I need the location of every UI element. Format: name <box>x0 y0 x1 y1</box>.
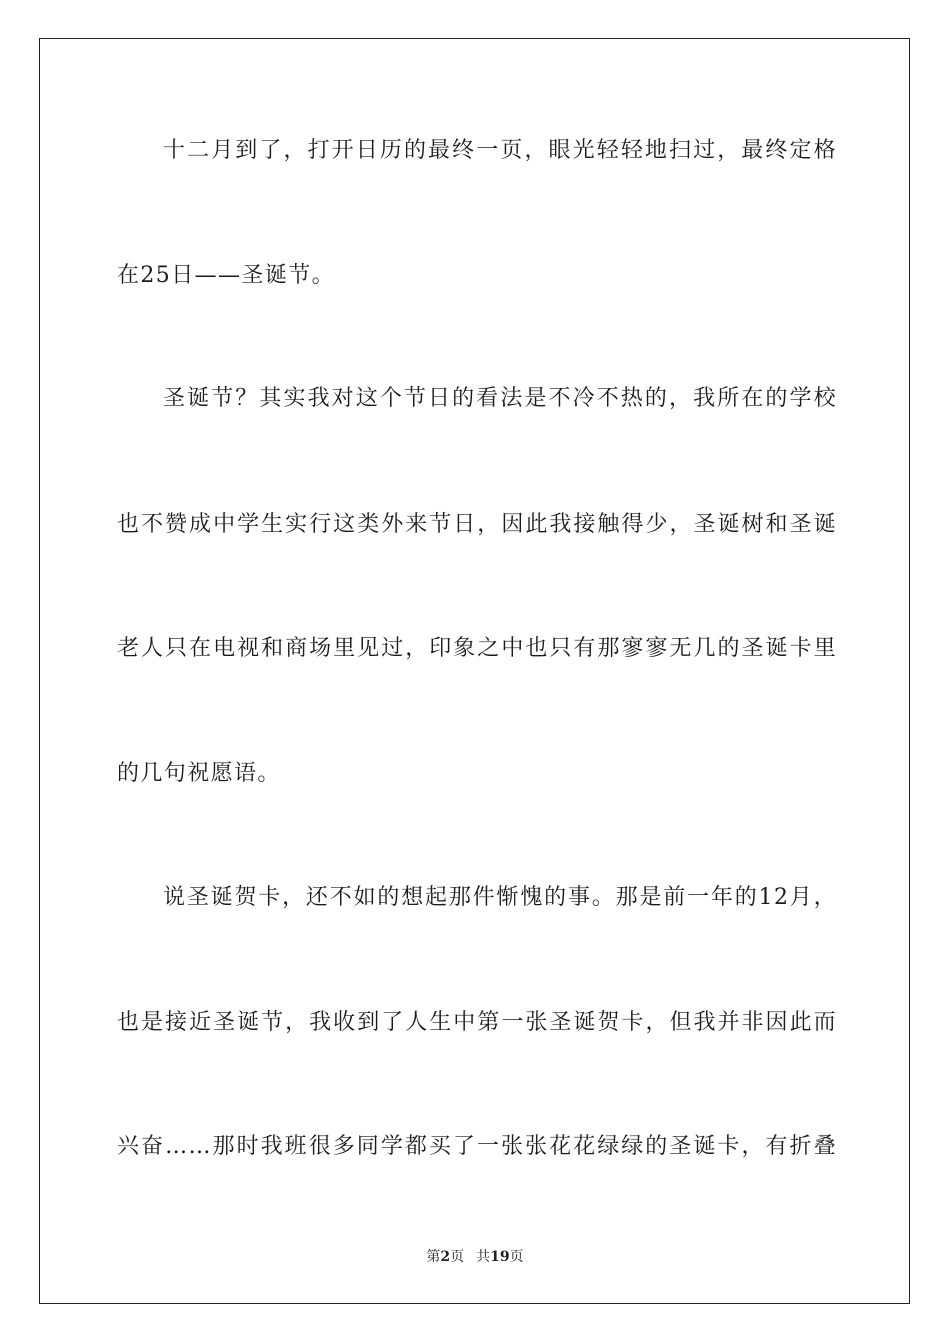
page-frame <box>39 38 910 1304</box>
paragraph-1-line-1: 十二月到了，打开日历的最终一页，眼光轻轻地扫过，最终定格 <box>163 138 837 163</box>
paragraph-2-line-2: 也不赞成中学生实行这类外来节日，因此我接触得少，圣诞树和圣诞 <box>117 512 837 537</box>
page-suffix: 页 <box>450 1249 465 1265</box>
total-suffix: 页 <box>509 1249 524 1265</box>
page-prefix: 第 <box>426 1249 441 1265</box>
paragraph-2-line-1: 圣诞节？其实我对这个节日的看法是不冷不热的，我所在的学校 <box>163 386 837 411</box>
page-footer <box>0 1248 950 1266</box>
page-number: 2 <box>440 1249 451 1265</box>
paragraph-3-line-3: 兴奋……那时我班很多同学都买了一张张花花绿绿的圣诞卡，有折叠 <box>117 1134 837 1159</box>
paragraph-2-line-4: 的几句祝愿语。 <box>117 761 281 786</box>
paragraph-3-line-2: 也是接近圣诞节，我收到了人生中第一张圣诞贺卡，但我并非因此而 <box>117 1010 837 1035</box>
paragraph-2-line-3: 老人只在电视和商场里见过，印象之中也只有那寥寥无几的圣诞卡里 <box>117 636 837 661</box>
total-prefix: 共 <box>476 1249 491 1265</box>
paragraph-3-line-1: 说圣诞贺卡，还不如的想起那件惭愧的事。那是前一年的12月， <box>163 885 837 910</box>
total-pages: 19 <box>490 1249 510 1265</box>
paragraph-1-line-2: 在25日——圣诞节。 <box>117 263 335 288</box>
